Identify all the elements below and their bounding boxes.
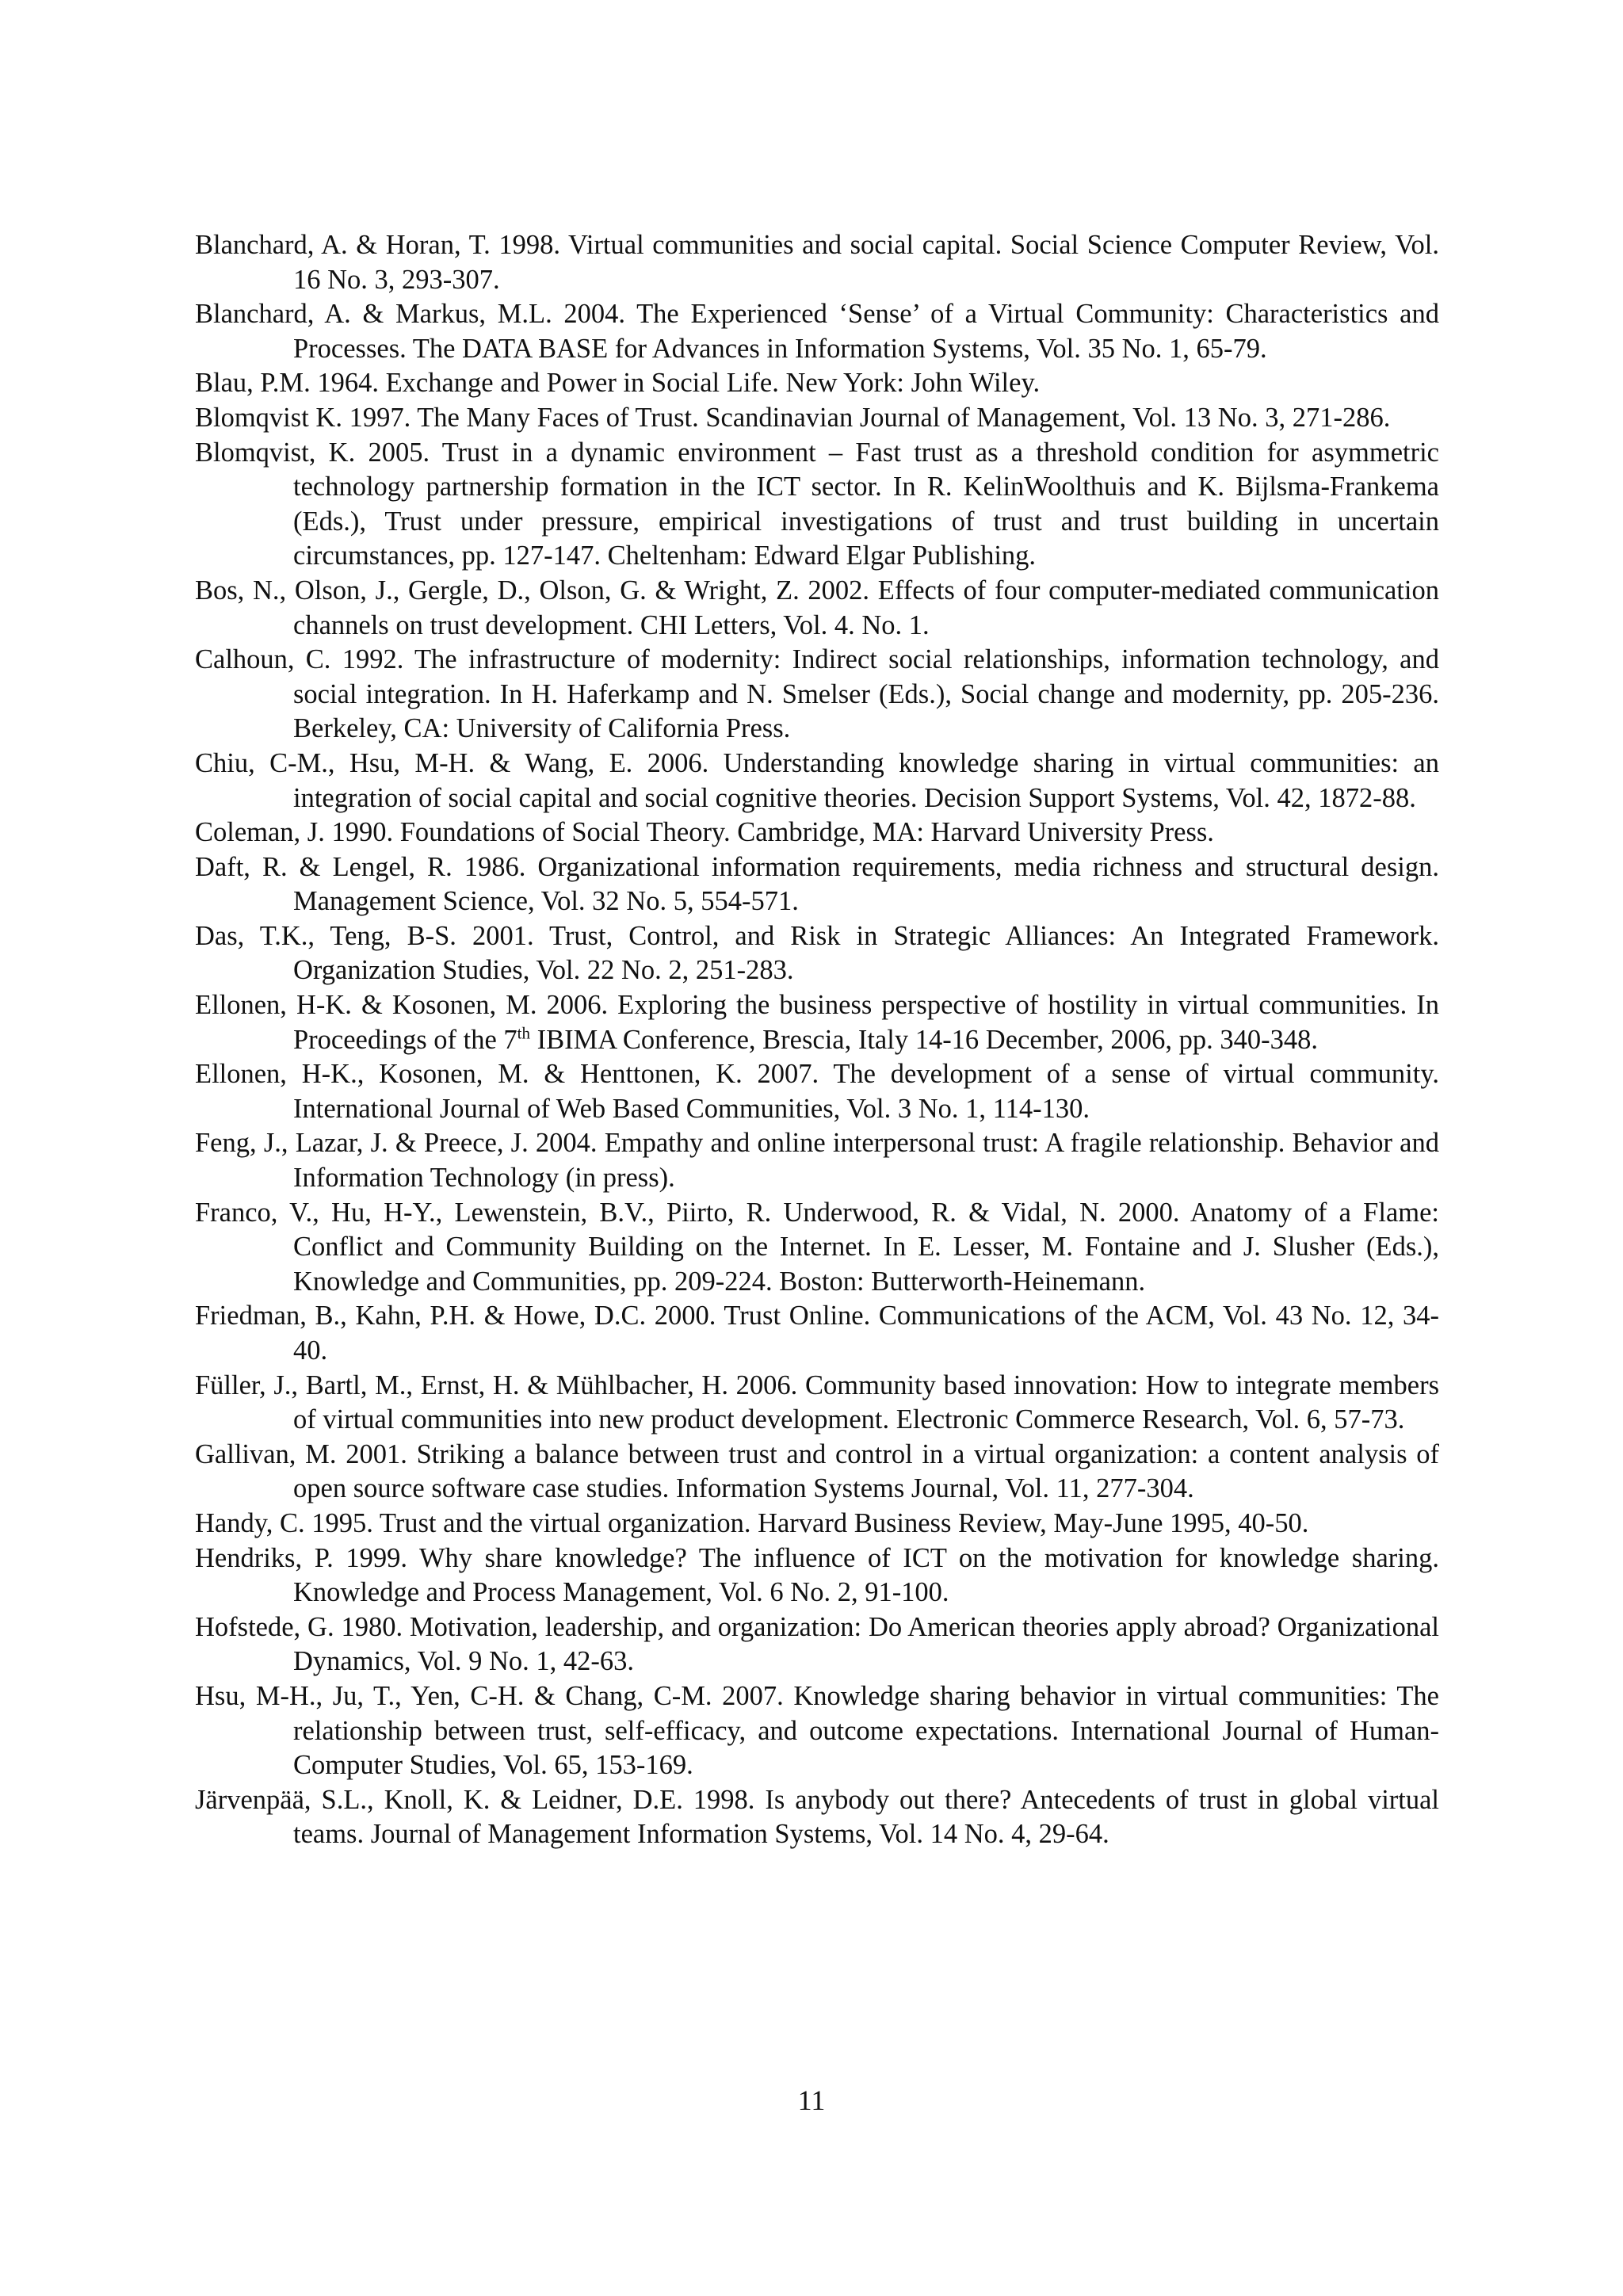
reference-entry: Hsu, M-H., Ju, T., Yen, C-H. & Chang, C-M. 2007. Knowledge sharing behavior in virtual communities: The relationship between trust, self-efficacy, and outcome expectations. International Journal of Human-Computer Studies, Vol. 65, 153-169. <box>195 1680 1439 1781</box>
reference-entry: Ellonen, H-K., Kosonen, M. & Henttonen, K. 2007. The development of a sense of virtual community. International Journal of Web Based Communities, Vol. 3 No. 1, 114-130. <box>195 1059 1439 1124</box>
reference-entry: Das, T.K., Teng, B-S. 2001. Trust, Control, and Risk in Strategic Alliances: An Integrated Framework. Organization Studies, Vol. 22 No. 2, 251-283. <box>195 920 1439 986</box>
reference-entry: Hendriks, P. 1999. Why share knowledge? The influence of ICT on the motivation for knowledge sharing. Knowledge and Process Management, Vol. 6 No. 2, 91-100. <box>195 1542 1439 1608</box>
reference-entry: Gallivan, M. 2001. Striking a balance between trust and control in a virtual organization: a content analysis of open source software case studies. Information Systems Journal, Vol. 11, 277-304. <box>195 1438 1439 1504</box>
reference-entry: Calhoun, C. 1992. The infrastructure of modernity: Indirect social relationships, information technology, and social integration. In H. Haferkamp and N. Smelser (Eds.), Social change and modernity, pp. 205-236. Berkeley, CA: University of California Press. <box>195 644 1439 744</box>
reference-entry: Coleman, J. 1990. Foundations of Social Theory. Cambridge, MA: Harvard University Press. <box>195 817 1214 848</box>
reference-entry: Franco, V., Hu, H-Y., Lewenstein, B.V., Piirto, R. Underwood, R. & Vidal, N. 2000. Anatomy of a Flame: Conflict and Community Building on the Internet. In E. Lesser, M. Fontaine and J. Slusher (Eds.), Knowledge and Communities, pp. 209-224. Boston: Butterworth-Heinemann. <box>195 1197 1439 1297</box>
reference-entry: Blau, P.M. 1964. Exchange and Power in Social Life. New York: John Wiley. <box>195 368 1041 399</box>
reference-entry: Feng, J., Lazar, J. & Preece, J. 2004. Empathy and online interpersonal trust: A fragile relationship. Behavior and Information Technology (in press). <box>195 1128 1439 1194</box>
ordinal-superscript: th <box>517 1023 530 1043</box>
reference-entry: Bos, N., Olson, J., Gergle, D., Olson, G. & Wright, Z. 2002. Effects of four computer-mediated communication channels on trust development. CHI Letters, Vol. 4. No. 1. <box>195 575 1439 640</box>
reference-entry: Blanchard, A. & Markus, M.L. 2004. The Experienced ‘Sense’ of a Virtual Community: Characteristics and Processes. The DATA BASE for Advances in Information Systems, Vol. 35 No. 1, 65-79. <box>195 299 1439 364</box>
reference-entry <box>195 988 1439 1057</box>
reference-entry: Daft, R. & Lengel, R. 1986. Organizational information requirements, media richness and structural design. Management Science, Vol. 32 No. 5, 554-571. <box>195 851 1439 917</box>
reference-text: Ellonen, H-K. & Kosonen, M. 2006. Exploring the business perspective of hostility in virtual communities. In Proceedings of the 7 <box>195 990 1439 1055</box>
reference-entry: Füller, J., Bartl, M., Ernst, H. & Mühlbacher, H. 2006. Community based innovation: How to integrate members of virtual communities into new product development. Electronic Commerce Research, Vol. 6, 57-73. <box>195 1370 1439 1435</box>
reference-entry: Blomqvist K. 1997. The Many Faces of Trust. Scandinavian Journal of Management, Vol. 13 No. 3, 271-286. <box>195 402 1391 433</box>
reference-entry: Friedman, B., Kahn, P.H. & Howe, D.C. 2000. Trust Online. Communications of the ACM, Vol. 43 No. 12, 34-40. <box>195 1301 1439 1366</box>
reference-entry: Chiu, C-M., Hsu, M-H. & Wang, E. 2006. Understanding knowledge sharing in virtual communities: an integration of social capital and social cognitive theories. Decision Support Systems, Vol. 42, 1872-88. <box>195 747 1439 813</box>
reference-entry: Hofstede, G. 1980. Motivation, leadership, and organization: Do American theories apply abroad? Organizational Dynamics, Vol. 9 No. 1, 42-63. <box>195 1611 1439 1677</box>
reference-entry: Blanchard, A. & Horan, T. 1998. Virtual communities and social capital. Social Science Computer Review, Vol. 16 No. 3, 293-307. <box>195 230 1439 295</box>
reference-entry: Järvenpää, S.L., Knoll, K. & Leidner, D.E. 1998. Is anybody out there? Antecedents of trust in global virtual teams. Journal of Management Information Systems, Vol. 14 No. 4, 29-64. <box>195 1784 1439 1850</box>
reference-entry: Blomqvist, K. 2005. Trust in a dynamic environment – Fast trust as a threshold condition for asymmetric technology partnership formation in the ICT sector. In R. KelinWoolthuis and K. Bijlsma-Frankema (Eds.), Trust under pressure, empirical investigations of trust and trust building in uncertain circumstances, pp. 127-147. Cheltenham: Edward Elgar Publishing. <box>195 437 1439 571</box>
reference-text-continued: IBIMA Conference, Brescia, Italy 14-16 December, 2006, pp. 340-348. <box>529 1024 1319 1055</box>
reference-list <box>195 228 1439 1852</box>
page-number: 11 <box>797 2084 826 2116</box>
reference-entry: Handy, C. 1995. Trust and the virtual organization. Harvard Business Review, May-June 1995, 40-50. <box>195 1507 1309 1538</box>
